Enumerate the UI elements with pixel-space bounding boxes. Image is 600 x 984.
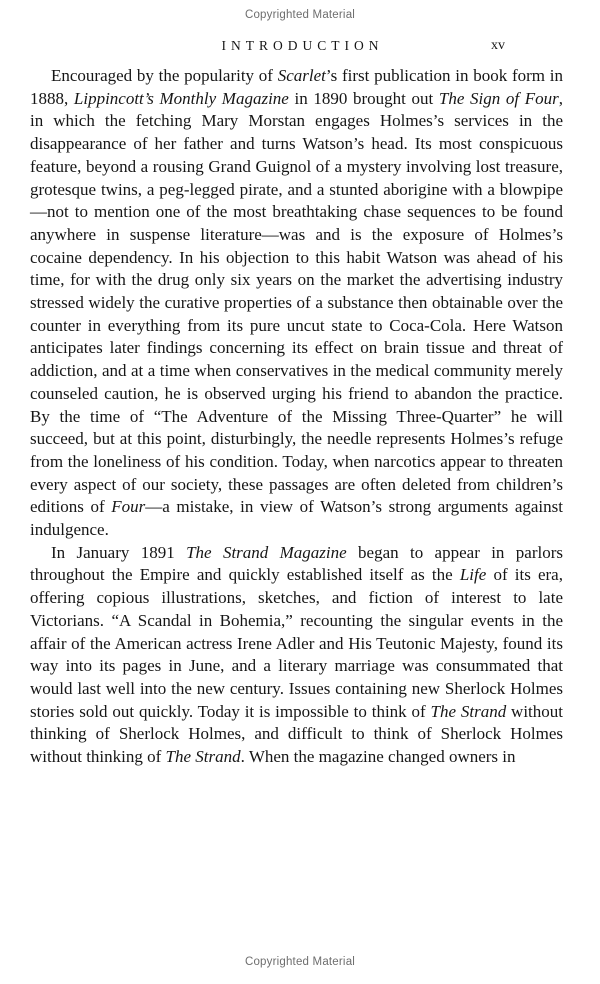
text-run: without thinking of Sherlock Holmes, and difficult to think of Sherlock Holmes without thinking of <box>30 701 564 767</box>
page-number: xv <box>491 38 505 53</box>
text-run: In January 1891 <box>51 542 187 562</box>
page-header <box>0 37 600 57</box>
body-text <box>0 65 600 769</box>
italic-text-run: Four <box>111 497 146 517</box>
text-run: . When the magazine changed owners in <box>240 747 516 767</box>
text-run: —a mistake, in view of Watson’s strong arguments against indulgence. <box>30 497 563 540</box>
text-run: , in which the fetching Mary Morstan engages Holmes’s services in the disappearance of her father and turns Watson’s head. Its most conspicuous feature, beyond a rousing Grand Guignol of a mystery involving lost treasure, grotesque twins, a peg-legged pirate, and a stunted aborigine with a blowpipe—not to mention one of the most breathtaking chase sequences to be found anywhere in suspense literature—was and is the exposure of Holmes’s cocaine dependency. In his objection to this habit Watson was ahead of his time, for with the drug only six years on the market the advertising industry stressed widely the curative properties of a substance then obtainable over the counter in everything from its pure uncut state to Coca-Cola. Here Watson anticipates later findings concerning its effect on brain tissue and threat of addiction, and at a time when conservatives in the medical community merely counseled caution, he is observed urging his friend to abandon the practice. By the time of “The Adventure of the Missing Three-Quarter” he will succeed, but at this point, disturbingly, the needle represents Holmes’s refuge from the loneliness of his condition. Today, when narcotics appear to threaten every aspect of our society, these passages are often deleted from children’s editions of <box>30 88 563 517</box>
text-run: ’s first publication in book form in 1888, <box>30 66 563 108</box>
italic-text-run: The Strand Magazine <box>186 542 347 562</box>
text-run: of its era, offering copious illustrations, sketches, and fiction of interest to late Victorians. “A Scandal in Bohemia,” recounting the singular events in the affair of the American actress Irene Adler and His Teutonic Majesty, found its way into its pages in June, and a literary marriage was consummated that would last well into the new century. Issues containing new Sherlock Holmes stories sold out quickly. Today it is impossible to think of <box>30 565 563 721</box>
text-run: in 1890 brought out <box>288 88 439 108</box>
chapter-title: INTRODUCTION <box>221 38 384 53</box>
paragraph <box>30 542 563 769</box>
text-run: Encouraged by the popularity of <box>51 66 278 85</box>
italic-text-run: Scarlet <box>277 66 326 85</box>
paragraph <box>30 65 563 542</box>
copyright-notice-bottom: Copyrighted Material <box>244 956 356 968</box>
italic-text-run: The Sign of Four <box>438 88 559 108</box>
italic-text-run: Life <box>459 565 487 585</box>
italic-text-run: The Strand <box>430 701 507 721</box>
copyright-notice-top: Copyrighted Material <box>244 9 356 21</box>
italic-text-run: Lippincott’s Monthly Magazine <box>73 88 289 108</box>
italic-text-run: The Strand <box>165 747 241 767</box>
text-run: began to appear in parlors throughout the Empire and quickly established itself as the <box>30 542 563 585</box>
